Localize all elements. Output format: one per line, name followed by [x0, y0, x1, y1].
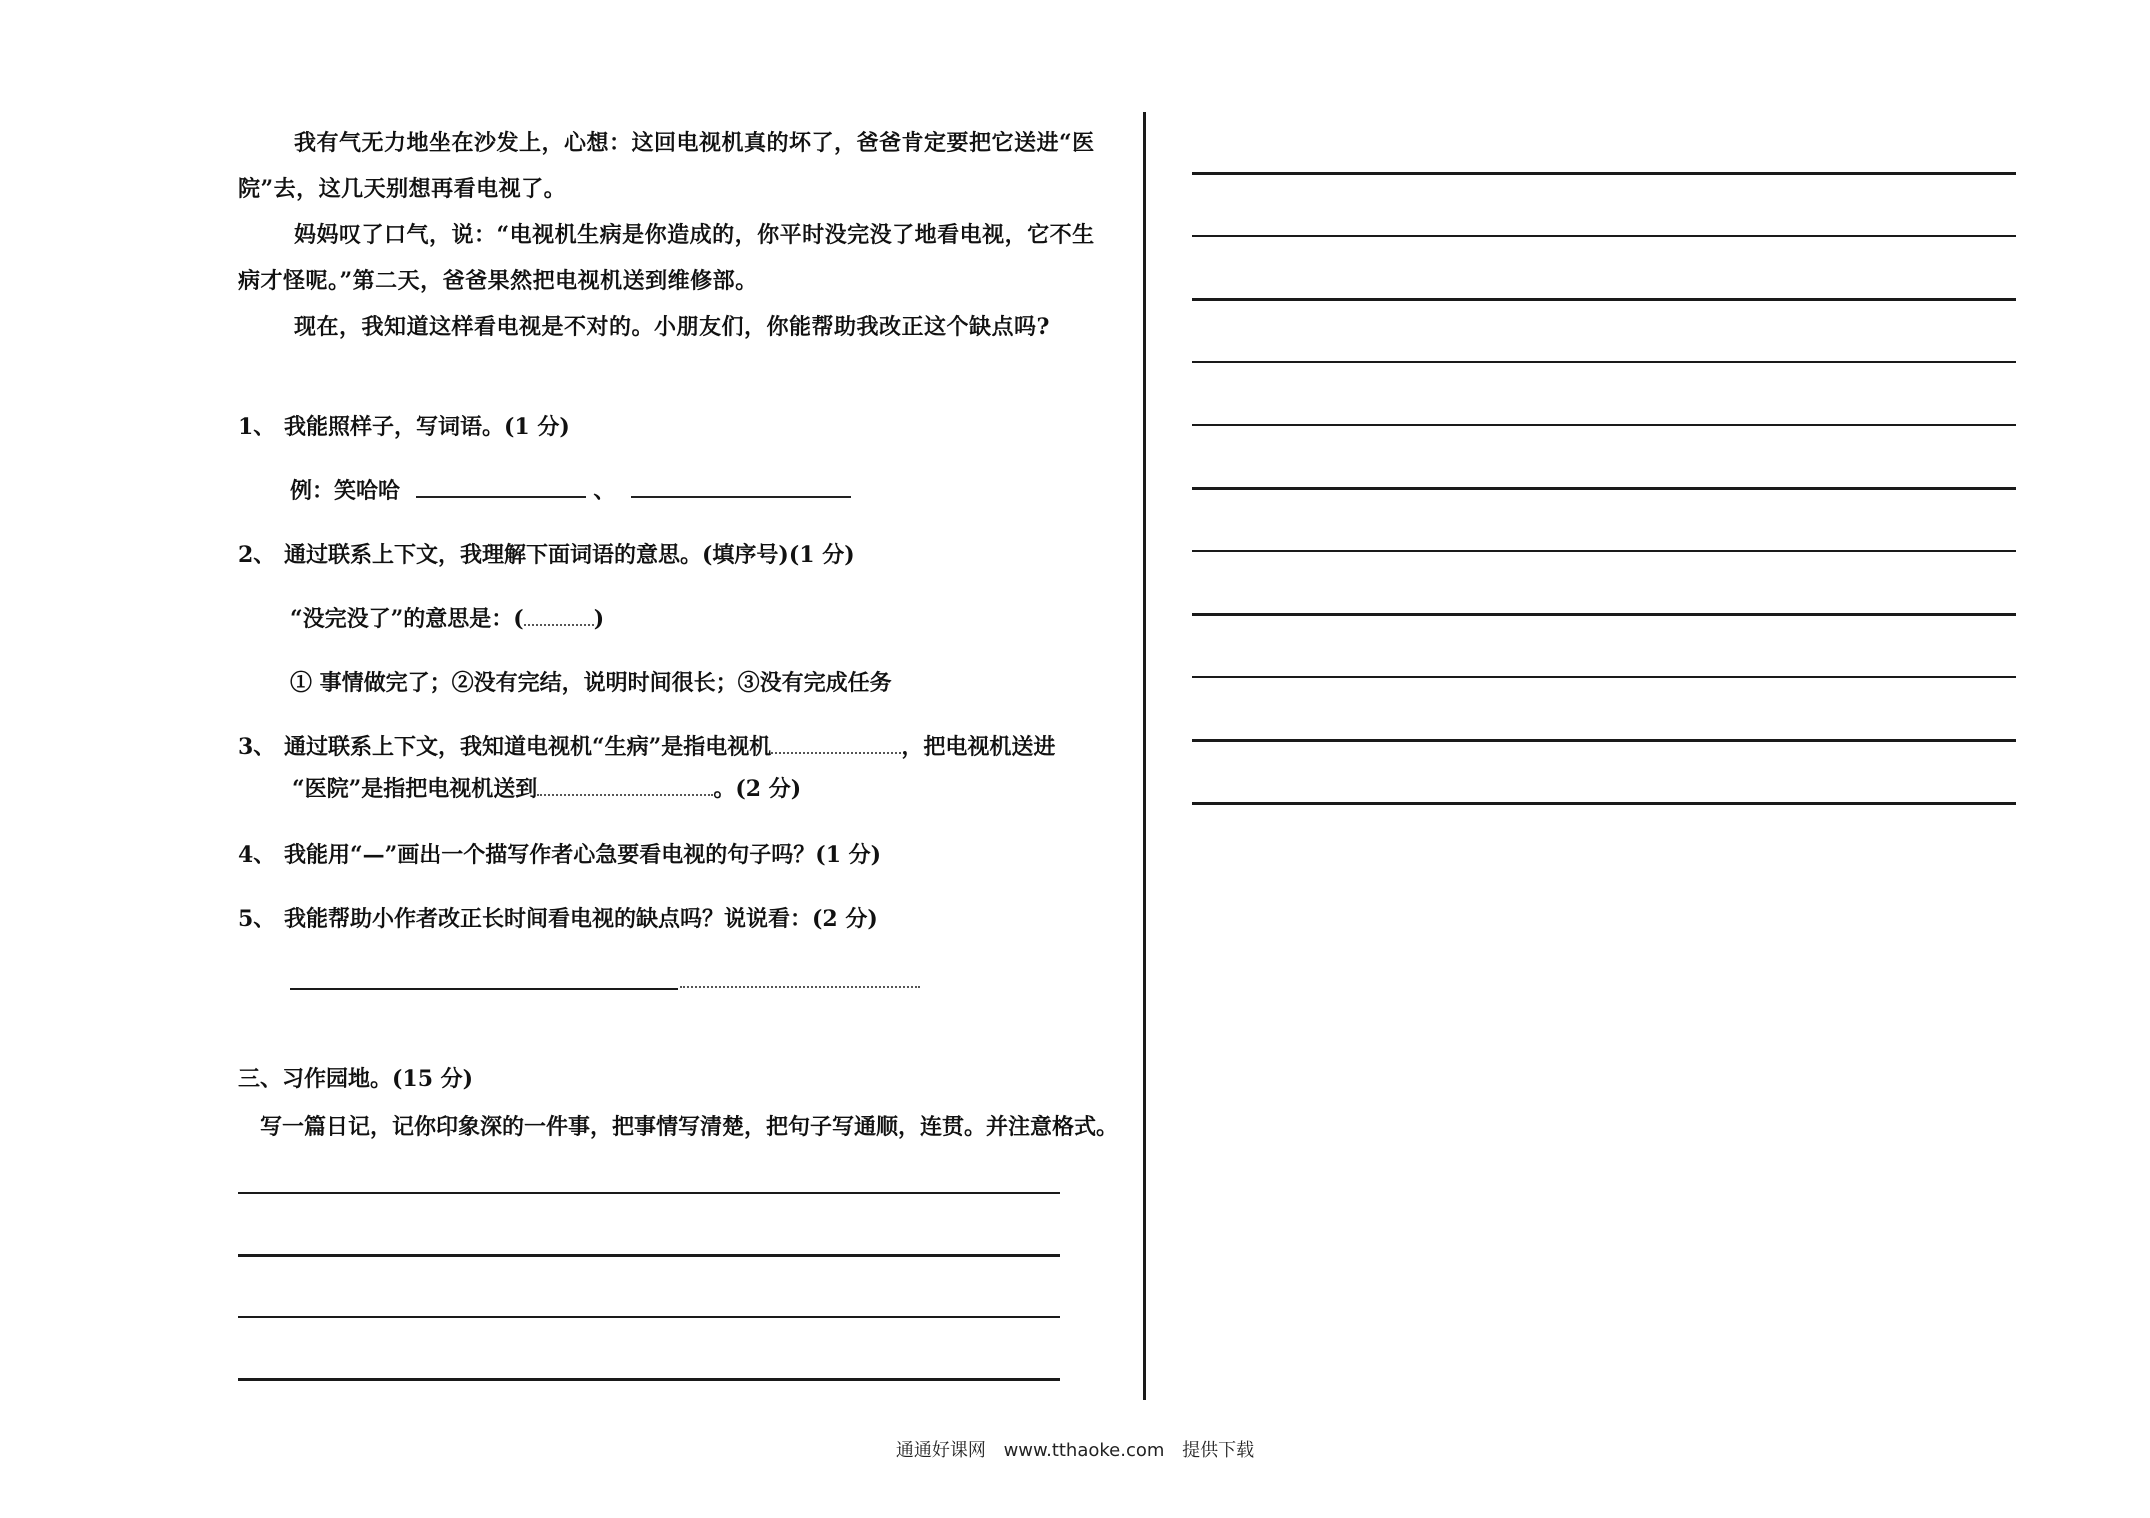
question-text: 。(2 分) — [713, 776, 802, 802]
question-5 — [238, 902, 878, 933]
answer-blank[interactable] — [416, 476, 586, 498]
writing-line[interactable] — [238, 1254, 1060, 1257]
writing-line[interactable] — [238, 1192, 1060, 1194]
writing-line[interactable] — [1192, 676, 2016, 678]
answer-blank[interactable] — [631, 476, 851, 498]
question-text: 我能帮助小作者改正长时间看电视的缺点吗？说说看：(2 分) — [284, 906, 878, 932]
footer-url[interactable]: www.tthaoke.com — [1003, 1440, 1165, 1461]
question-2-prompt — [290, 602, 604, 633]
writing-line[interactable] — [1192, 361, 2016, 363]
story-text — [238, 120, 1108, 350]
prompt-text: “没完没了”的意思是：( — [290, 606, 524, 632]
question-3 — [238, 730, 1055, 761]
question-1 — [238, 410, 570, 441]
separator: 、 — [593, 478, 616, 504]
question-number: 3、 — [238, 734, 276, 760]
question-text: 我能用“—”画出一个描写作者心急要看电视的句子吗？(1 分) — [284, 842, 882, 868]
question-1-example — [290, 474, 851, 505]
writing-line[interactable] — [1192, 172, 2016, 175]
answer-line[interactable] — [290, 988, 678, 990]
writing-line[interactable] — [1192, 550, 2016, 552]
footer-site-name: 通通好课网 — [895, 1440, 986, 1461]
story-paragraph-2: 妈妈叹了口气，说：“电视机生病是你造成的，你平时没完没了地看电视，它不生病才怪呢。”第二天，爸爸果然把电视机送到维修部。 — [238, 222, 1095, 294]
answer-blank[interactable] — [771, 732, 901, 754]
story-paragraph-1: 我有气无力地坐在沙发上，心想：这回电视机真的坏了，爸爸肯定要把它送进“医院”去，这几天别想再看电视了。 — [238, 130, 1095, 202]
story-paragraph-3: 现在，我知道这样看电视是不对的。小朋友们，你能帮助我改正这个缺点吗? — [294, 314, 1050, 340]
answer-line-dotted[interactable] — [680, 986, 920, 988]
question-2 — [238, 538, 855, 569]
question-number: 1、 — [238, 414, 276, 440]
writing-line[interactable] — [1192, 802, 2016, 805]
question-text: 通过联系上下文，我理解下面词语的意思。(填序号)(1 分) — [284, 542, 855, 568]
question-text: 我能照样子，写词语。(1 分) — [284, 414, 570, 440]
question-text-cont: ，把电视机送进 — [901, 734, 1056, 760]
writing-line[interactable] — [238, 1378, 1060, 1381]
writing-line[interactable] — [1192, 739, 2016, 742]
writing-line[interactable] — [1192, 298, 2016, 301]
question-2-options: ① 事情做完了；②没有完结，说明时间很长；③没有完成任务 — [290, 670, 892, 696]
prompt-close: ) — [593, 606, 605, 632]
question-text: 通过联系上下文，我知道电视机“生病”是指电视机 — [284, 734, 772, 760]
question-3-cont — [292, 772, 801, 803]
footer-suffix: 提供下载 — [1182, 1440, 1255, 1461]
question-number: 2、 — [238, 542, 276, 568]
writing-line[interactable] — [1192, 235, 2016, 237]
writing-line[interactable] — [1192, 487, 2016, 490]
section-3-title: 三、习作园地。(15 分) — [238, 1066, 474, 1092]
example-label: 例：笑哈哈 — [290, 478, 401, 504]
question-number: 5、 — [238, 906, 276, 932]
column-divider — [1143, 112, 1146, 1400]
question-4 — [238, 838, 881, 869]
writing-line[interactable] — [1192, 424, 2016, 426]
answer-blank[interactable] — [537, 774, 713, 796]
question-number: 4、 — [238, 842, 276, 868]
writing-line[interactable] — [238, 1316, 1060, 1318]
question-text: “医院”是指把电视机送到 — [292, 776, 538, 802]
section-3-instruction: 写一篇日记，记你印象深的一件事，把事情写清楚，把句子写通顺，连贯。并注意格式。 — [260, 1114, 1119, 1140]
answer-blank[interactable] — [524, 604, 594, 626]
page-footer — [0, 1436, 2150, 1462]
writing-line[interactable] — [1192, 613, 2016, 616]
